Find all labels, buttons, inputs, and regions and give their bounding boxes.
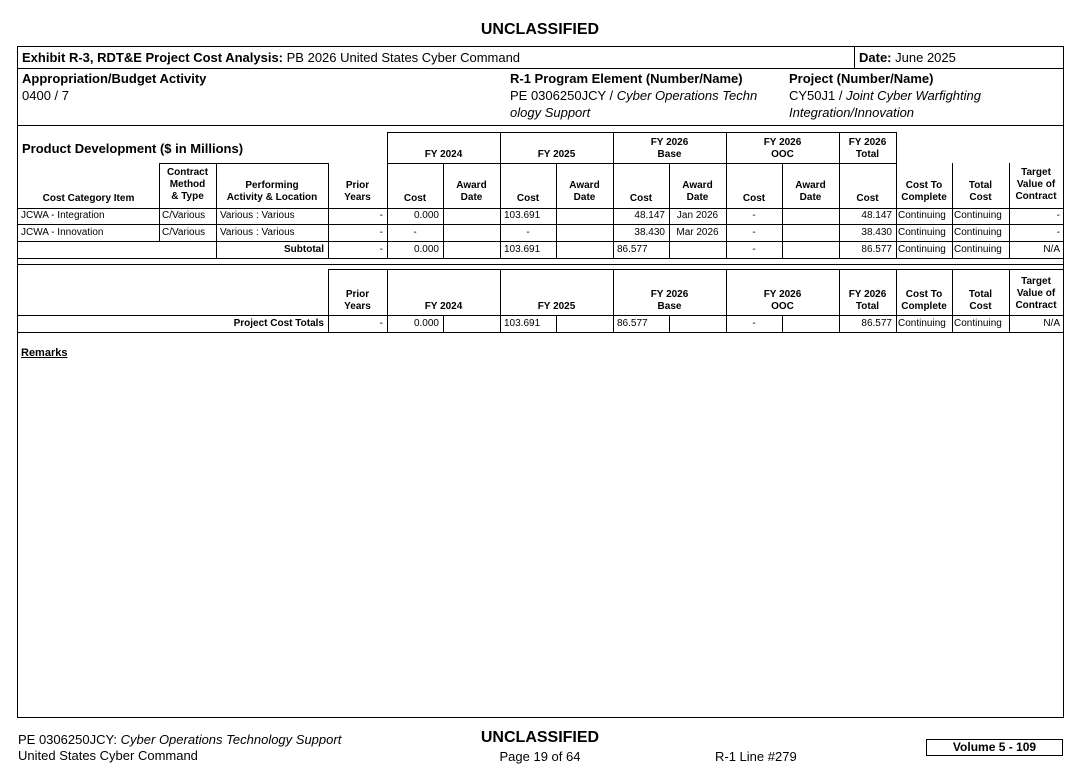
totals-col-ooc: FY 2026 OOC <box>763 289 802 312</box>
col-fy2026-ooc: FY 2026 OOC <box>763 137 802 160</box>
cell-base-cost: 48.147 <box>634 210 665 221</box>
r1-label: R-1 Program Element (Number/Name) <box>510 71 743 86</box>
footer-page: Page 19 of 64 <box>499 749 581 764</box>
footer-org: United States Cyber Command <box>18 748 198 763</box>
totals-target: N/A <box>1043 318 1060 329</box>
subtotal-total: 86.577 <box>861 244 892 255</box>
col-fy24-cost: Cost <box>403 193 427 204</box>
cell-target: - <box>1056 227 1060 238</box>
col-fy25-award: Award Date <box>569 180 600 203</box>
exhibit-value: PB 2026 United States Cyber Command <box>286 50 521 65</box>
footer-pe-name: Cyber Operations Technology Support <box>120 732 342 747</box>
cell-to-complete: Continuing <box>898 210 946 221</box>
cell-fy24-cost: - <box>413 227 417 238</box>
cell-ooc-cost: - <box>752 227 756 238</box>
footer-pe-number: PE 0306250JCY: <box>18 732 118 747</box>
subtotal-total-cost: Continuing <box>954 244 1002 255</box>
r1-name-line2: ology Support <box>510 105 591 120</box>
exhibit-label: Exhibit R-3, RDT&E Project Cost Analysis: <box>22 50 284 65</box>
col-ooc-award: Award Date <box>795 180 826 203</box>
cell-to-complete: Continuing <box>898 227 946 238</box>
subtotal-label: Subtotal <box>284 244 324 255</box>
remarks-heading: Remarks <box>21 347 68 359</box>
totals-fy24: 0.000 <box>413 318 439 329</box>
cell-item: JCWA - Integration <box>21 210 105 221</box>
cell-contract: C/Various <box>162 227 206 238</box>
totals-label: Project Cost Totals <box>233 318 324 329</box>
col-fy2026-total: FY 2026 Total <box>848 137 887 160</box>
subtotal-fy25: 103.691 <box>504 244 541 255</box>
cell-total-cost: 38.430 <box>861 227 892 238</box>
totals-col-prior: Prior Years <box>344 289 371 312</box>
cell-performing: Various : Various <box>220 227 295 238</box>
cell-base-cost: 38.430 <box>634 227 665 238</box>
subtotal-base: 86.577 <box>617 244 648 255</box>
cell-fy25-cost: - <box>526 227 530 238</box>
col-total: Total Cost <box>968 180 993 203</box>
footer-r1-line: R-1 Line #279 <box>715 749 797 764</box>
classification-banner-top: UNCLASSIFIED <box>480 21 600 38</box>
cell-target: - <box>1056 210 1060 221</box>
col-fy24-award: Award Date <box>456 180 487 203</box>
col-base-award: Award Date <box>682 180 713 203</box>
exhibit-title-row <box>18 47 1063 69</box>
cell-contract: C/Various <box>162 210 206 221</box>
totals-col-fy2025: FY 2025 <box>537 301 576 312</box>
totals-col-target: Target Value of Contract <box>1015 276 1057 311</box>
col-fy2024: FY 2024 <box>424 149 463 160</box>
project-name-line1: Joint Cyber Warfighting <box>846 88 981 103</box>
totals-total-cost: Continuing <box>954 318 1002 329</box>
r1-name-line1: Cyber Operations Techn <box>616 88 758 103</box>
subtotal-fy24: 0.000 <box>413 244 439 255</box>
classification-banner-bottom: UNCLASSIFIED <box>480 729 600 746</box>
date-field <box>859 50 956 65</box>
col-fy25-cost: Cost <box>516 193 540 204</box>
exhibit-title <box>22 50 520 65</box>
cell-fy25-cost: 103.691 <box>504 210 541 221</box>
subtotal-target: N/A <box>1043 244 1060 255</box>
cell-ooc-cost: - <box>752 210 756 221</box>
totals-prior: - <box>379 318 383 329</box>
col-fy2025: FY 2025 <box>537 149 576 160</box>
project-value <box>789 88 981 103</box>
cell-prior: - <box>379 210 383 221</box>
cell-total: Continuing <box>954 210 1002 221</box>
totals-col-total: FY 2026 Total <box>848 289 887 312</box>
cell-fy24-cost: 0.000 <box>413 210 439 221</box>
totals-total: 86.577 <box>861 318 892 329</box>
r1-number: PE 0306250JCY / <box>510 88 614 103</box>
cell-total-cost: 48.147 <box>861 210 892 221</box>
col-cost-category: Cost Category Item <box>42 193 135 204</box>
col-total-cost: Cost <box>856 193 879 204</box>
approp-value: 0400 / 7 <box>22 88 69 103</box>
col-target-value: Target Value of Contract <box>1015 167 1057 202</box>
col-prior-years: Prior Years <box>344 180 371 203</box>
program-info-row <box>18 69 1063 126</box>
col-fy2026-base: FY 2026 Base <box>650 137 689 160</box>
col-base-cost: Cost <box>629 193 653 204</box>
totals-to-complete: Continuing <box>898 318 946 329</box>
date-label: Date: <box>859 50 892 65</box>
totals-base: 86.577 <box>617 318 648 329</box>
cell-prior: - <box>379 227 383 238</box>
footer-volume: Volume 5 - 109 <box>926 739 1063 756</box>
subtotal-ooc: - <box>752 244 756 255</box>
totals-fy25: 103.691 <box>504 318 541 329</box>
totals-ooc: - <box>752 318 756 329</box>
cell-performing: Various : Various <box>220 210 295 221</box>
col-cost-to-complete: Cost To Complete <box>901 180 947 203</box>
cell-total: Continuing <box>954 227 1002 238</box>
cell-base-award: Jan 2026 <box>676 210 719 221</box>
r1-value <box>510 88 757 103</box>
totals-col-to-complete: Cost To Complete <box>901 289 947 312</box>
col-performing: Performing Activity & Location <box>226 180 318 203</box>
subtotal-prior: - <box>379 244 383 255</box>
date-value: June 2025 <box>895 50 956 65</box>
subtotal-to-complete: Continuing <box>898 244 946 255</box>
totals-col-fy2024: FY 2024 <box>424 301 463 312</box>
project-name-line2: Integration/Innovation <box>789 105 915 120</box>
approp-label: Appropriation/Budget Activity <box>22 71 207 86</box>
totals-col-base: FY 2026 Base <box>650 289 689 312</box>
project-number: CY50J1 / <box>789 88 843 103</box>
cell-base-award: Mar 2026 <box>676 227 719 238</box>
exhibit-frame <box>17 46 1064 718</box>
section-title: Product Development ($ in Millions) <box>22 141 244 156</box>
col-contract: Contract Method & Type <box>166 167 209 202</box>
col-ooc-cost: Cost <box>742 193 766 204</box>
project-label: Project (Number/Name) <box>789 71 934 86</box>
totals-col-total-cost: Total Cost <box>968 289 993 312</box>
cell-item: JCWA - Innovation <box>21 227 104 238</box>
